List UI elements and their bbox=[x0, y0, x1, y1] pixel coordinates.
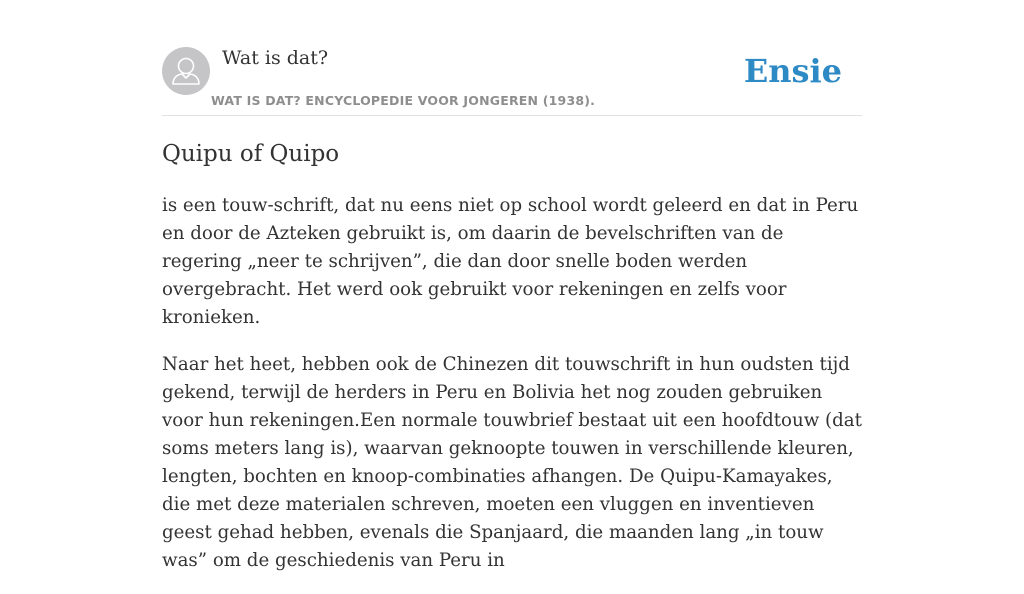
source-title[interactable]: Wat is dat? bbox=[222, 47, 329, 69]
entry-body bbox=[162, 192, 862, 594]
entry-paragraph: Naar het heet, hebben ook de Chinezen dit touwschrift in hun oudsten tijd gekend, terwijl de herders in Peru en Bolivia het nog zouden gebruiken voor hun rekeningen.Een normale touwbrief bestaat uit een hoofdtouw (dat soms meters lang is), waarvan geknoopte touwen in verschillende kleuren, lengten, bochten en knoop-combinaties afhangen. De Quipu-Kamayakes, die met deze materialen schreven, moeten een vluggen en inventieven geest gehad hebben, evenals die Spanjaard, die maanden lang „in touw was” om de geschiedenis van Peru in bbox=[162, 354, 862, 571]
source-subtitle[interactable]: WAT IS DAT? ENCYCLOPEDIE VOOR JONGEREN (1938). bbox=[211, 93, 596, 108]
brand-logo[interactable]: Ensie bbox=[743, 52, 842, 90]
avatar[interactable] bbox=[162, 47, 210, 95]
source-header bbox=[162, 46, 862, 116]
user-silhouette-icon bbox=[162, 47, 210, 95]
entry-title: Quipu of Quipo bbox=[162, 141, 340, 167]
entry-paragraph: is een touw-schrift, dat nu eens niet op school wordt geleerd en dat in Peru en door de Azteken gebruikt is, om daarin de bevelschriften van de regering „neer te schrijven”, die dan door snelle boden werden overgebracht. Het werd ook gebruikt voor rekeningen en zelfs voor kronieken. bbox=[162, 195, 859, 328]
